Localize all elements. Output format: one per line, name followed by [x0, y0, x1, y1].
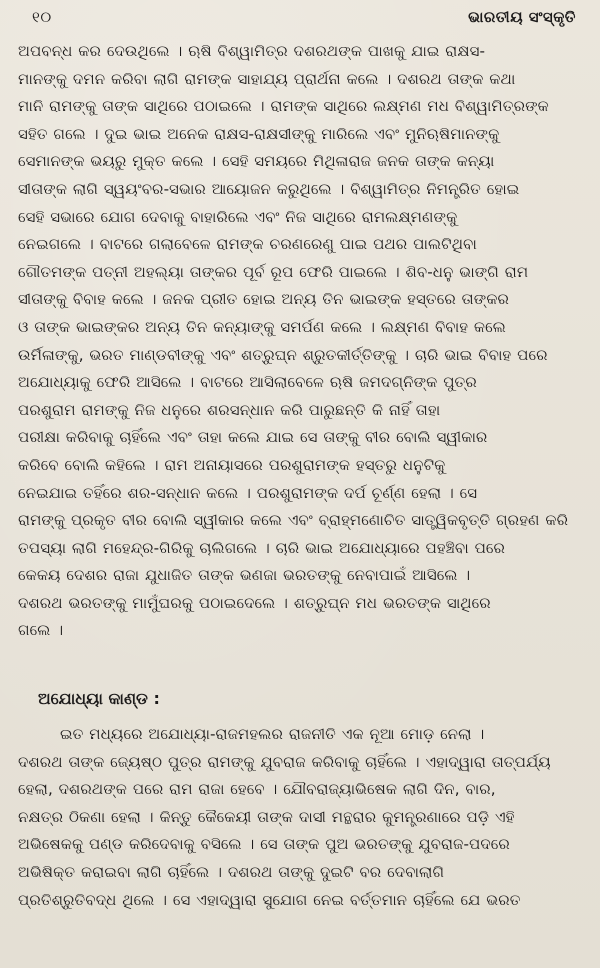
text-line: ସୀତାଙ୍କ ଲାଗି ସ୍ୱୟଂବର-ସଭାର ଆୟୋଜନ କରୁଥିଲେ । ବିଶ୍ୱାମିତ୍ର ନିମନ୍ତ୍ରିତ ହୋଇ: [18, 179, 520, 198]
text-line: ନେଇଗଲେ । ବାଟରେ ଗଲାବେଳେ ରାମଙ୍କ ଚରଣରେଣୁ ପାଇ ପଥର ପାଲଟିଥିବା: [18, 235, 477, 254]
text-line: ଦଶରଥ ଭରତଙ୍କୁ ମାମୁଁଘରକୁ ପଠାଇଦେଲେ । ଶତ୍ରୁଘ୍ନ ମଧ ଭରତଙ୍କ ସାଥିରେ: [18, 593, 491, 612]
running-header: [18, 8, 582, 38]
text-line: ସେହି ସଭାରେ ଯୋଗ ଦେବାକୁ ବାହାରିଲେ ଏବଂ ନିଜ ସାଥିରେ ରାମଲକ୍ଷ୍ମଣଙ୍କୁ: [18, 207, 458, 226]
text-line: ଗୌତମଙ୍କ ପତ୍ନୀ ଅହଲ୍ୟା ତାଙ୍କର ପୂର୍ବ ରୂପ ଫେରି ପାଇଲେ । ଶିବ-ଧନୁ ଭାଙ୍ଗି ରାମ: [18, 262, 529, 281]
text-line: କେକୟ ଦେଶର ରାଜା ଯୁଧାଜିତ ତାଙ୍କ ଭଣଜା ଭରତଙ୍କୁ ନେବାପାଇଁ ଆସିଲେ ।: [18, 566, 471, 585]
text-line: ଅଭିଷେକକୁ ପଣ୍ଡ କରିଦେବାକୁ ବସିଲେ । ସେ ତାଙ୍କ ପୁଅ ଭରତଙ୍କୁ ଯୁବରାଜ-ପଦରେ: [18, 835, 510, 854]
paragraph-ayodhya-kanda: [18, 721, 582, 914]
text-line: ନକ୍ଷତ୍ର ଠିକଣା ହେଲା । କିନ୍ତୁ କୈକେୟୀ ତାଙ୍କ ଦାସୀ ମନ୍ଥରାର କୁମନ୍ତ୍ରଣାରେ ପଡ଼ି ଏହି: [18, 807, 515, 826]
text-line: ଅଯୋଧ୍ୟାକୁ ଫେରି ଆସିଲେ । ବାଟରେ ଆସିଲାବେଳେ ଋଷି ଜମଦଗ୍ନିଙ୍କ ପୁତ୍ର: [18, 373, 477, 392]
text-line: ହେଲା, ଦଶରଥଙ୍କ ପରେ ରାମ ରାଜା ହେବେ । ଯୌବରାଜ୍ୟାଭିଷେକ ଲାଗି ଦିନ, ବାର,: [18, 780, 496, 799]
text-line: ପରଶୁରାମ ରାମଙ୍କୁ ନିଜ ଧନୁରେ ଶରସନ୍ଧାନ କରି ପାରୁଛନ୍ତି କି ନାହିଁ ତାହା: [18, 400, 441, 419]
text-line: ସୀତାଙ୍କୁ ବିବାହ କଲେ । ଜନକ ପ୍ରୀତ ହୋଇ ଅନ୍ୟ ତିନ ଭାଇଙ୍କ ହସ୍ତରେ ତାଙ୍କର: [18, 290, 510, 309]
text-line: ଗଲେ ।: [18, 621, 64, 640]
section-heading-ayodhya-kanda: ଅଯୋଧ୍ୟା କାଣ୍ଡ :: [38, 689, 160, 709]
running-header-title: ଭାରତୀୟ ସଂସ୍କୃତି: [468, 8, 576, 26]
text-line: ସେମାନଙ୍କ ଭୟରୁ ମୁକ୍ତ କଲେ । ସେହି ସମୟରେ ମିଥିଳାରାଜ ଜନକ ତାଙ୍କ କନ୍ୟା: [18, 152, 495, 171]
paragraph-balakanda-continuation: [18, 38, 582, 645]
text-line: ମାନଙ୍କୁ ଦମନ କରିବା ଲାଗି ରାମଙ୍କ ସାହାଯ୍ୟ ପ୍ରାର୍ଥନା କଲେ । ଦଶରଥ ତାଙ୍କ କଥା: [18, 69, 516, 88]
page-number: ୧୦: [32, 8, 52, 26]
text-line: ରାମଙ୍କୁ ପ୍ରକୃତ ବୀର ବୋଲି ସ୍ୱୀକାର କଲେ ଏବଂ ବ୍ରାହ୍ମଣୋଚିତ ସାତ୍ତ୍ୱିକବୃତ୍ତି ଗ୍ରହଣ କରି: [18, 511, 569, 530]
text-line: ପରୀକ୍ଷା କରିବାକୁ ଚାହିଁଲେ ଏବଂ ତାହା କଲେ ଯାଇ ସେ ତାଙ୍କୁ ବୀର ବୋଲି ସ୍ୱୀକାର: [18, 428, 488, 447]
text-line: ଓ ତାଙ୍କ ଭାଇଙ୍କର ଅନ୍ୟ ତିନ କନ୍ୟାଙ୍କୁ ସମର୍ପଣ କଲେ । ଲକ୍ଷ୍ମଣ ବିବାହ କଲେ: [18, 317, 506, 336]
text-line: ନେଇଯାଇ ତହିଁରେ ଶର-ସନ୍ଧାନ କଲେ । ପରଶୁରାମଙ୍କ ଦର୍ପ ଚୂର୍ଣ୍ଣ ହେଲା । ସେ: [18, 483, 478, 502]
text-line: ଉର୍ମିଳାଙ୍କୁ, ଭରତ ମାଣ୍ଡବୀଙ୍କୁ ଏବଂ ଶତ୍ରୁଘ୍ନ ଶ୍ରୁତକୀର୍ତ୍ତିଙ୍କୁ । ଚାରି ଭାଇ ବିବାହ ପରେ: [18, 345, 548, 364]
text-line: ତପସ୍ୟା ଲାଗି ମହେନ୍ଦ୍ର-ଗିରିକୁ ଚାଲିଗଲେ । ଚାରି ଭାଇ ଅଯୋଧ୍ୟାରେ ପହଞ୍ଚିବା ପରେ: [18, 538, 506, 557]
text-line: ଅଭିଷିକ୍ତ କରାଇବା ଲାଗି ଚାହିଁଲେ । ଦଶରଥ ତାଙ୍କୁ ଦୁଇଟି ବର ଦେବାଲାଗି: [18, 863, 445, 882]
text-line: ପ୍ରତିଶ୍ରୁତିବଦ୍ଧ ଥିଲେ । ସେ ଏହାଦ୍ୱାରା ସୁଯୋଗ ନେଇ ବର୍ତ୍ତମାନ ଚାହିଁଲେ ଯେ ଭରତ: [18, 890, 521, 909]
text-line: ଅପବନ୍ଧ କର ଦେଉଥିଲେ । ଋଷି ବିଶ୍ୱାମିତ୍ର ଦଶରଥଙ୍କ ପାଖକୁ ଯାଇ ରାକ୍ଷସ-: [18, 42, 486, 60]
text-line: କରିବେ ବୋଲି କହିଲେ । ରାମ ଅନାୟାସରେ ପରଶୁରାମଙ୍କ ହସ୍ତରୁ ଧନୁଟିକୁ: [18, 455, 446, 474]
text-line: ଦଶରଥ ତାଙ୍କ ଜ୍ୟେଷ୍ଠ ପୁତ୍ର ରାମଙ୍କୁ ଯୁବରାଜ କରିବାକୁ ଚାହିଁଲେ । ଏହାଦ୍ୱାରା ତାତ୍ପର୍ଯ୍ୟ: [18, 752, 551, 771]
text-line: ସହିତ ଗଲେ । ଦୁଇ ଭାଇ ଅନେକ ରାକ୍ଷସ-ରାକ୍ଷସୀଙ୍କୁ ମାରିଲେ ଏବଂ ମୁନିଋଷିମାନଙ୍କୁ: [18, 124, 500, 143]
text-line: ଇତ ମଧ୍ୟରେ ଅଯୋଧ୍ୟା-ରାଜମହଲର ରାଜନୀତି ଏକ ନୂଆ ମୋଡ଼ ନେଲା ।: [60, 725, 485, 744]
text-line: ମାନି ରାମଙ୍କୁ ତାଙ୍କ ସାଥିରେ ପଠାଇଲେ । ରାମଙ୍କ ସାଥିରେ ଲକ୍ଷ୍ମଣ ମଧ ବିଶ୍ୱାମିତ୍ରଙ୍କ: [18, 97, 549, 116]
